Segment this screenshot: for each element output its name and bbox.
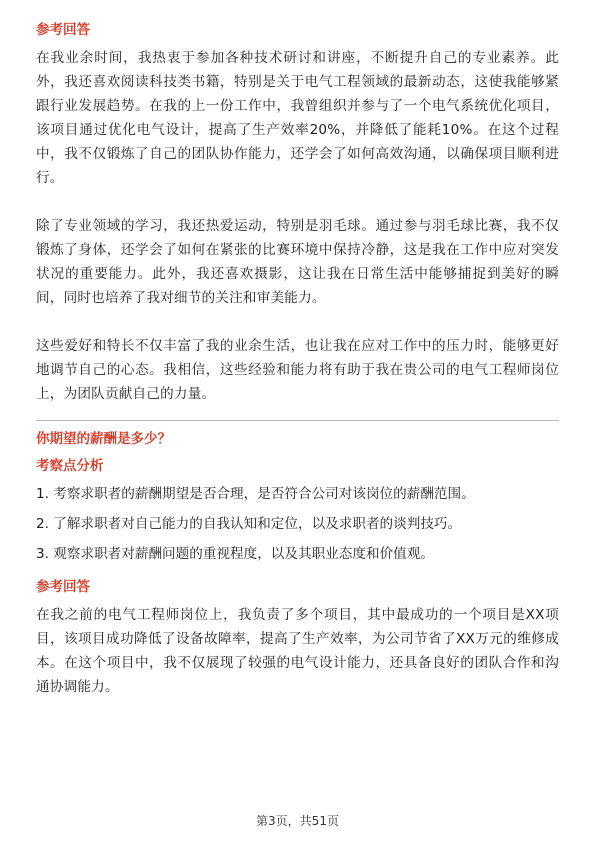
analysis-heading: 考察点分析 (36, 458, 104, 474)
answer-heading: 参考回答 (36, 22, 90, 38)
analysis-item: 3. 观察求职者对薪酬问题的重视程度，以及其职业态度和价值观。 (36, 546, 434, 562)
analysis-item: 2. 了解求职者对自己能力的自我认知和定位，以及求职者的谈判技巧。 (36, 516, 462, 532)
analysis-item: 1. 考察求职者的薪酬期望是否合理，是否符合公司对该岗位的薪酬范围。 (36, 486, 475, 502)
answer-paragraph: 在我之前的电气工程师岗位上，我负责了多个项目，其中最成功的一个项目是XX项目，该项目成功降低了设备故障率，提高了生产效率，为公司节省了XX万元的维修成本。在这个项目中，我不仅展现了较强的电气设计能力，还具备良好的团队合作和沟通协调能力。 (36, 607, 559, 695)
document-page (36, 20, 559, 699)
question-heading: 你期望的薪酬是多少？ (36, 431, 171, 447)
answer-paragraph: 这些爱好和特长不仅丰富了我的业余生活，也让我在应对工作中的压力时，能够更好地调节自己的心态。我相信，这些经验和能力将有助于我在贵公司的电气工程师岗位上，为团队贡献自己的力量。 (36, 338, 559, 402)
page-number: 第3页，共51页 (256, 814, 339, 828)
answer-heading: 参考回答 (36, 579, 90, 595)
answer-paragraph: 在我业余时间，我热衷于参加各种技术研讨和讲座，不断提升自己的专业素养。此外，我还喜欢阅读科技类书籍，特别是关于电气工程领域的最新动态，这使我能够紧跟行业发展趋势。在我的上一份工作中，我曾组织并参与了一个电气系统优化项目，该项目通过优化电气设计，提高了生产效率20%，并降低了能耗10%。在这个过程中，我不仅锻炼了自己的团队协作能力，还学会了如何高效沟通，以确保项目顺利进行。 (36, 50, 559, 186)
answer-paragraph: 除了专业领域的学习，我还热爱运动，特别是羽毛球。通过参与羽毛球比赛，我不仅锻炼了身体，还学会了如何在紧张的比赛环境中保持冷静，这是我在工作中应对突发状况的重要能力。此外，我还喜欢摄影，这让我在日常生活中能够捕捉到美好的瞬间，同时也培养了我对细节的关注和审美能力。 (36, 218, 559, 306)
